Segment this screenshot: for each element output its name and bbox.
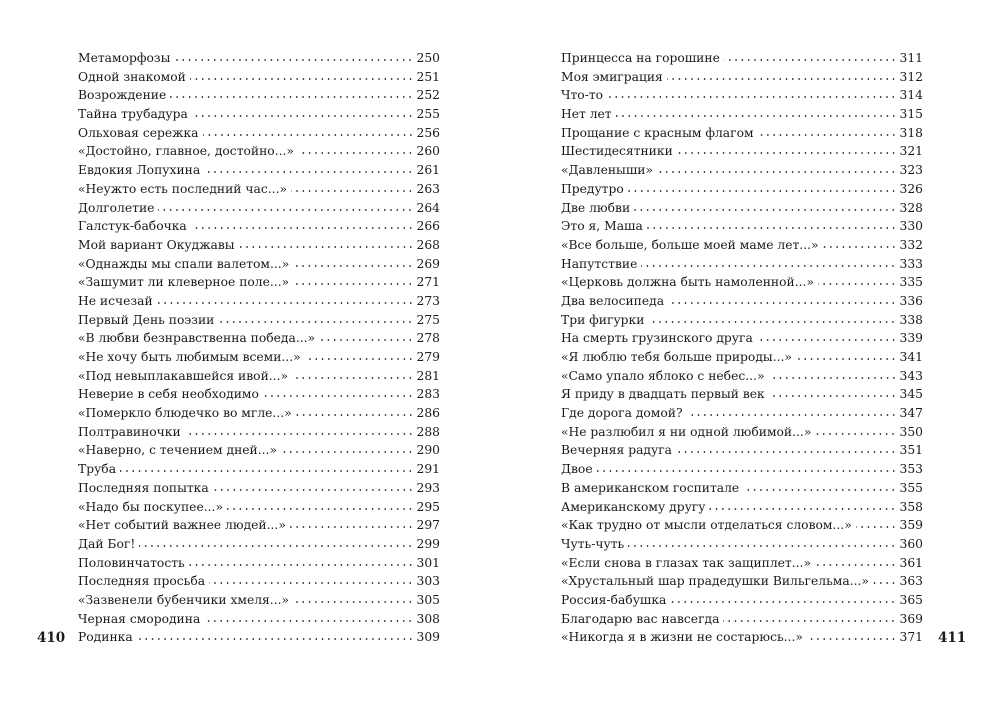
toc-entry-title: Дай Бог! xyxy=(78,536,136,551)
dot-leader xyxy=(676,451,897,453)
dot-leader xyxy=(815,564,897,566)
toc-entry-title: Шестидесятники xyxy=(561,144,673,159)
dot-leader xyxy=(120,470,413,472)
toc-entry-title: Принцесса на горошине xyxy=(561,51,720,65)
toc-entry-title: Россия-бабушка xyxy=(561,592,667,607)
dot-leader xyxy=(293,265,413,267)
toc-entry xyxy=(561,217,923,236)
toc-entry-title: Благодарю вас навсегда xyxy=(561,611,720,626)
toc-entry-title: Что-то xyxy=(561,88,604,103)
toc-entry xyxy=(561,554,923,573)
toc-entry-page: 332 xyxy=(899,237,923,252)
toc-entry-page: 256 xyxy=(416,125,440,140)
toc-entry xyxy=(561,124,923,143)
toc-entry-page: 347 xyxy=(899,406,923,421)
toc-entry xyxy=(561,255,923,274)
toc-entry-page: 369 xyxy=(899,611,923,626)
dot-leader xyxy=(648,321,896,323)
toc-entry-title: Чуть-чуть xyxy=(561,536,625,551)
dot-leader xyxy=(281,451,414,453)
dot-leader xyxy=(158,209,413,211)
toc-entry-page: 264 xyxy=(416,200,440,215)
toc-entry-page: 309 xyxy=(416,630,440,645)
toc-entry-title: «Под невыплакавшейся ивой...» xyxy=(78,368,289,383)
dot-leader xyxy=(757,339,897,341)
toc-entry-page: 336 xyxy=(899,293,923,308)
toc-entry-page: 365 xyxy=(899,592,923,607)
toc-entry-page: 293 xyxy=(416,480,440,495)
dot-leader xyxy=(677,152,897,154)
dot-leader xyxy=(628,190,897,192)
toc-entry-title: Я приду в двадцать первый век xyxy=(561,387,765,402)
toc-entry-title: Это я, Маша xyxy=(561,219,643,234)
toc-entry-page: 301 xyxy=(416,555,440,570)
dot-leader xyxy=(769,395,897,397)
dot-leader xyxy=(647,227,897,229)
toc-entry-page: 361 xyxy=(899,555,923,570)
toc-entry xyxy=(78,255,440,274)
toc-entry xyxy=(78,498,440,517)
toc-entry xyxy=(78,311,440,330)
toc-entry xyxy=(78,516,440,535)
dot-leader xyxy=(189,564,414,566)
toc-entry-page: 359 xyxy=(899,518,923,533)
toc-entry xyxy=(78,217,440,236)
toc-entry-title: Черная смородина xyxy=(78,611,201,626)
toc-entry-title: «Померкло блюдечко во мгле...» xyxy=(78,406,292,421)
toc-entry-title: «Хрустальный шар прадедушки Вильгельма...» xyxy=(561,574,869,589)
dot-leader xyxy=(628,545,896,547)
toc-entry-title: Два велосипеда xyxy=(561,293,665,308)
toc-entry-page: 252 xyxy=(416,88,440,103)
toc-entry-title: Американскому другу xyxy=(561,499,706,514)
toc-entry-page: 288 xyxy=(416,424,440,439)
toc-entry-title: «Зашумит ли клеверное поле...» xyxy=(78,275,290,290)
toc-entry xyxy=(78,161,440,180)
toc-entry-title: «Зазвенели бубенчики хмеля...» xyxy=(78,592,290,607)
toc-entry-title: «Как трудно от мысли отделаться словом...» xyxy=(561,518,852,533)
toc-entry-page: 371 xyxy=(899,630,923,645)
toc-entry-page: 351 xyxy=(899,443,923,458)
toc-entry xyxy=(561,161,923,180)
dot-leader xyxy=(185,433,414,435)
toc-entry-title: Не исчезай xyxy=(78,293,153,308)
toc-entry-page: 291 xyxy=(416,462,440,477)
toc-entry-title: Полтравиночки xyxy=(78,424,181,439)
toc-entry-title: «Если снова в глазах так защиплет...» xyxy=(561,555,811,570)
toc-entry xyxy=(78,199,440,218)
toc-entry xyxy=(78,86,440,105)
toc-entry xyxy=(78,329,440,348)
toc-entry xyxy=(78,423,440,442)
toc-entry-page: 305 xyxy=(416,592,440,607)
toc-entry-title: Родинка xyxy=(78,630,133,645)
dot-leader xyxy=(687,414,897,416)
toc-entry-title: Возрождение xyxy=(78,88,167,103)
toc-entry xyxy=(561,105,923,124)
toc-entry-title: Галстук-бабочка xyxy=(78,219,187,234)
toc-entry-page: 260 xyxy=(416,144,440,159)
toc-entry-page: 318 xyxy=(899,125,923,140)
toc-entry xyxy=(78,142,440,161)
toc-entry xyxy=(561,236,923,255)
toc-entry xyxy=(78,105,440,124)
toc-entry xyxy=(561,348,923,367)
toc-entry-title: Предутро xyxy=(561,181,624,196)
toc-entry xyxy=(78,441,440,460)
toc-entry-page: 339 xyxy=(899,331,923,346)
toc-entry xyxy=(561,423,923,442)
toc-entry-title: «Однажды мы спали валетом...» xyxy=(78,256,290,271)
toc-entry-title: «Не хочу быть любимым всеми...» xyxy=(78,350,301,364)
toc-entry-title: «Неужто есть последний час...» xyxy=(78,181,287,196)
dot-leader xyxy=(298,152,414,154)
toc-entry xyxy=(561,535,923,554)
toc-entry-page: 290 xyxy=(416,443,440,458)
toc-entry-title: «Достойно, главное, достойно...» xyxy=(78,144,294,159)
toc-entry xyxy=(561,292,923,311)
dot-leader xyxy=(657,171,897,173)
dot-leader xyxy=(723,620,896,622)
page-number-right: 411 xyxy=(938,630,967,646)
dot-leader xyxy=(137,638,414,640)
toc-entry xyxy=(561,516,923,535)
dot-leader xyxy=(191,227,414,229)
toc-entry-title: Неверие в себя необходимо xyxy=(78,387,259,402)
toc-entry-title: «В любви безнравственна победа...» xyxy=(78,331,316,346)
dot-leader xyxy=(174,59,413,61)
dot-leader xyxy=(213,489,414,491)
toc-entry xyxy=(78,460,440,479)
toc-entry-title: Одной знакомой xyxy=(78,69,186,84)
toc-entry-page: 303 xyxy=(416,574,440,589)
dot-leader xyxy=(170,96,413,98)
dot-leader xyxy=(139,545,413,547)
dot-leader xyxy=(192,115,414,117)
toc-entry-page: 353 xyxy=(899,462,923,477)
toc-entry-title: Половинчатость xyxy=(78,555,185,570)
dot-leader xyxy=(668,302,896,304)
dot-leader xyxy=(856,526,897,528)
toc-entry-title: Три фигурки xyxy=(561,312,645,327)
dot-leader xyxy=(218,321,413,323)
toc-entry-title: Долголетие xyxy=(78,200,155,215)
toc-entry-title: Напутствие xyxy=(561,256,638,271)
toc-entry-page: 279 xyxy=(416,350,440,364)
toc-entry-page: 360 xyxy=(899,536,923,551)
toc-entry xyxy=(78,385,440,404)
toc-entry-page: 358 xyxy=(899,499,923,514)
dot-leader xyxy=(292,377,413,379)
toc-entry-page: 328 xyxy=(899,200,923,215)
toc-entry-page: 326 xyxy=(899,181,923,196)
toc-entry-page: 311 xyxy=(899,51,923,65)
toc-entry xyxy=(78,367,440,386)
toc-entry-page: 271 xyxy=(416,275,440,290)
toc-entry xyxy=(78,479,440,498)
toc-entry-page: 350 xyxy=(899,424,923,439)
toc-entry xyxy=(561,479,923,498)
dot-leader xyxy=(290,526,414,528)
toc-entry-page: 269 xyxy=(416,256,440,271)
toc-entry xyxy=(78,348,440,367)
toc-entry-page: 341 xyxy=(899,350,923,364)
dot-leader xyxy=(209,582,413,584)
dot-leader xyxy=(641,265,896,267)
toc-entry-title: «Нет событий важнее людей...» xyxy=(78,518,286,533)
toc-entry xyxy=(78,591,440,610)
toc-entry-title: «Давленыши» xyxy=(561,163,653,178)
dot-leader xyxy=(815,433,896,435)
toc-entry xyxy=(561,591,923,610)
dot-leader xyxy=(743,489,896,491)
toc-entry-title: «Все больше, больше моей маме лет...» xyxy=(561,237,819,252)
toc-entry-page: 273 xyxy=(416,293,440,308)
toc-right-column xyxy=(561,49,923,647)
toc-entry-title: «Наверно, с течением дней...» xyxy=(78,443,277,458)
toc-entry-page: 286 xyxy=(416,406,440,421)
toc-entry-page: 314 xyxy=(899,88,923,103)
toc-entry-title: «Никогда я в жизни не состарюсь...» xyxy=(561,630,803,645)
toc-entry-title: Две любви xyxy=(561,200,631,215)
dot-leader xyxy=(263,395,414,397)
dot-leader xyxy=(634,209,896,211)
dot-leader xyxy=(227,508,414,510)
page-number-left: 410 xyxy=(37,630,66,646)
toc-entry xyxy=(561,572,923,591)
toc-entry xyxy=(78,535,440,554)
toc-entry-page: 308 xyxy=(416,611,440,626)
toc-entry xyxy=(561,441,923,460)
dot-leader xyxy=(203,134,414,136)
toc-entry-page: 268 xyxy=(416,237,440,252)
dot-leader xyxy=(616,115,897,117)
dot-leader xyxy=(709,508,896,510)
toc-entry-title: Вечерняя радуга xyxy=(561,443,672,458)
toc-entry xyxy=(561,498,923,517)
dot-leader xyxy=(204,620,413,622)
toc-entry xyxy=(561,329,923,348)
toc-entry-title: Прощание с красным флагом xyxy=(561,125,754,140)
toc-entry xyxy=(78,180,440,199)
toc-entry-page: 345 xyxy=(899,387,923,402)
toc-entry-page: 263 xyxy=(416,181,440,196)
toc-entry-page: 338 xyxy=(899,312,923,327)
toc-entry xyxy=(78,68,440,87)
toc-entry-page: 333 xyxy=(899,256,923,271)
toc-entry-title: «Не разлюбил я ни одной любимой...» xyxy=(561,424,812,439)
dot-leader xyxy=(293,601,413,603)
toc-entry xyxy=(78,124,440,143)
dot-leader xyxy=(239,246,414,248)
dot-leader xyxy=(873,582,897,584)
dot-leader xyxy=(319,339,413,341)
toc-entry-title: Евдокия Лопухина xyxy=(78,163,201,178)
toc-entry-title: Нет лет xyxy=(561,107,612,122)
dot-leader xyxy=(670,601,896,603)
toc-entry xyxy=(561,180,923,199)
toc-entry-title: Последняя просьба xyxy=(78,574,206,589)
toc-entry-page: 250 xyxy=(416,51,440,65)
toc-entry-title: «Я люблю тебя больше природы...» xyxy=(561,350,792,364)
toc-entry-title: «Надо бы поскупее...» xyxy=(78,499,223,514)
toc-entry-page: 315 xyxy=(899,107,923,122)
toc-entry-page: 266 xyxy=(416,219,440,234)
dot-leader xyxy=(758,134,897,136)
dot-leader xyxy=(305,358,414,360)
toc-entry-title: Ольховая сережка xyxy=(78,125,199,140)
toc-entry xyxy=(561,367,923,386)
toc-entry-title: На смерть грузинского друга xyxy=(561,331,753,346)
dot-leader xyxy=(823,246,897,248)
toc-entry xyxy=(78,404,440,423)
toc-entry xyxy=(561,86,923,105)
toc-entry-title: Двое xyxy=(561,462,593,477)
toc-entry-page: 335 xyxy=(899,275,923,290)
toc-entry-title: Мой вариант Окуджавы xyxy=(78,237,235,252)
toc-entry-page: 255 xyxy=(416,107,440,122)
toc-entry-title: Последняя попытка xyxy=(78,480,209,495)
toc-entry xyxy=(78,292,440,311)
toc-entry-title: Моя эмиграция xyxy=(561,69,663,84)
toc-entry-page: 251 xyxy=(416,69,440,84)
toc-entry-page: 297 xyxy=(416,518,440,533)
toc-entry-page: 275 xyxy=(416,312,440,327)
toc-entry xyxy=(561,49,923,68)
toc-entry xyxy=(78,273,440,292)
toc-entry-page: 261 xyxy=(416,163,440,178)
toc-left-column xyxy=(78,49,440,647)
toc-entry-page: 299 xyxy=(416,536,440,551)
toc-entry xyxy=(78,236,440,255)
dot-leader xyxy=(296,414,414,416)
toc-entry xyxy=(78,49,440,68)
toc-entry xyxy=(561,273,923,292)
toc-entry-page: 363 xyxy=(899,574,923,589)
dot-leader xyxy=(769,377,897,379)
dot-leader xyxy=(157,302,414,304)
toc-entry xyxy=(78,610,440,629)
toc-entry xyxy=(561,610,923,629)
toc-entry-page: 295 xyxy=(416,499,440,514)
toc-entry xyxy=(561,404,923,423)
toc-entry-page: 321 xyxy=(899,144,923,159)
toc-entry-page: 330 xyxy=(899,219,923,234)
dot-leader xyxy=(818,283,897,285)
toc-entry-title: Где дорога домой? xyxy=(561,406,683,421)
dot-leader xyxy=(796,358,897,360)
dot-leader xyxy=(667,78,897,80)
toc-entry-page: 281 xyxy=(416,368,440,383)
dot-leader xyxy=(607,96,896,98)
toc-entry xyxy=(561,385,923,404)
dot-leader xyxy=(190,78,414,80)
toc-entry xyxy=(78,554,440,573)
toc-entry xyxy=(78,628,440,647)
toc-entry-page: 343 xyxy=(899,368,923,383)
toc-entry-page: 355 xyxy=(899,480,923,495)
toc-entry xyxy=(561,199,923,218)
toc-entry xyxy=(561,311,923,330)
toc-entry xyxy=(561,628,923,647)
toc-entry-title: Метаморфозы xyxy=(78,51,171,65)
toc-entry xyxy=(78,572,440,591)
toc-entry-page: 278 xyxy=(416,331,440,346)
toc-entry xyxy=(561,68,923,87)
toc-entry-title: В американском госпитале xyxy=(561,480,740,495)
toc-entry-title: Тайна трубадура xyxy=(78,107,188,122)
toc-entry-page: 323 xyxy=(899,163,923,178)
dot-leader xyxy=(597,470,897,472)
toc-entry-page: 283 xyxy=(416,387,440,402)
toc-entry xyxy=(561,460,923,479)
dot-leader xyxy=(807,638,897,640)
toc-entry-title: «Само упало яблоко с небес...» xyxy=(561,368,765,383)
dot-leader xyxy=(291,190,414,192)
dot-leader xyxy=(204,171,413,173)
toc-entry-title: Первый День поэзии xyxy=(78,312,215,327)
dot-leader xyxy=(724,59,897,61)
toc-entry-page: 312 xyxy=(899,69,923,84)
toc-entry xyxy=(561,142,923,161)
toc-entry-title: Труба xyxy=(78,462,117,477)
toc-entry-title: «Церковь должна быть намоленной...» xyxy=(561,275,814,290)
dot-leader xyxy=(293,283,413,285)
